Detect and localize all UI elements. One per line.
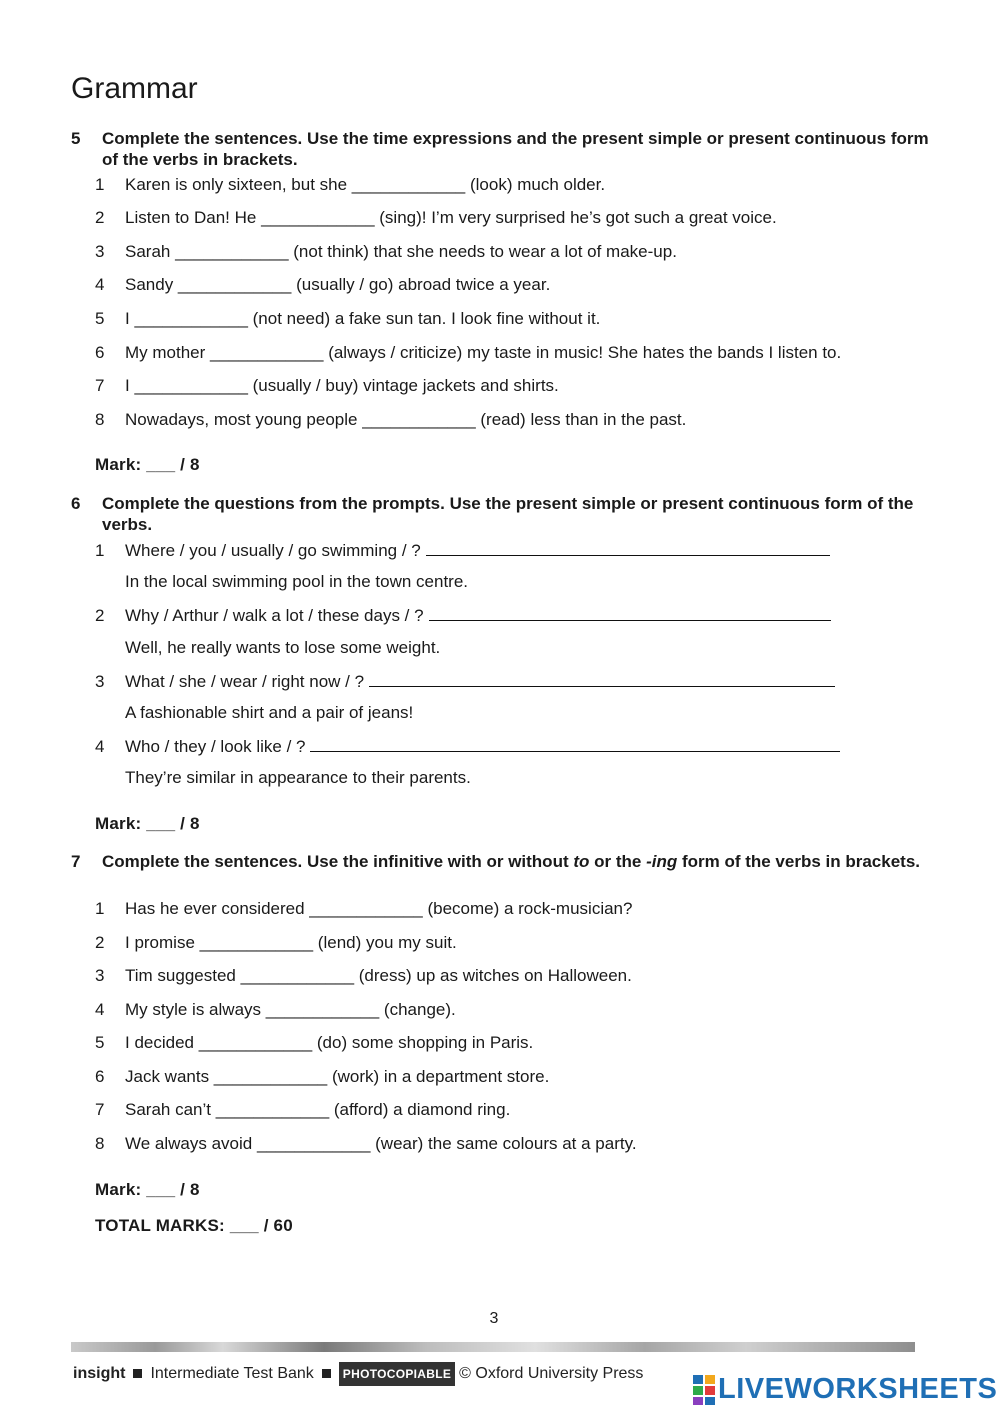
item-text: Tim suggested ____________ (dress) up as witches on Halloween.: [125, 966, 632, 985]
item-text: I ____________ (not need) a fake sun tan. I look fine without it.: [125, 309, 601, 328]
instruction-part: form of the verbs in brackets.: [677, 852, 921, 871]
item-number: 2: [95, 606, 105, 625]
liveworksheets-watermark[interactable]: [693, 1372, 997, 1406]
task6-reply-4: They’re similar in appearance to their parents.: [125, 768, 471, 787]
page-title: Grammar: [71, 72, 198, 105]
watermark-text: LIVEWORKSHEETS: [718, 1373, 998, 1405]
item-number: 4: [95, 1000, 105, 1019]
item-text: Sarah ____________ (not think) that she needs to wear a lot of make-up.: [125, 242, 677, 261]
task7-item-1: [95, 898, 632, 920]
task-instruction-6: Complete the questions from the prompts. Use the present simple or present continuous form of the verbs.: [102, 494, 914, 534]
page-number: 3: [489, 1310, 499, 1327]
item-prompt: Why / Arthur / walk a lot / these days / ?: [125, 606, 424, 625]
item-number: 3: [95, 242, 105, 261]
task7-mark: Mark: ___ / 8: [95, 1180, 200, 1199]
task6-reply-2: Well, he really wants to lose some weight.: [125, 638, 441, 657]
instruction-part-italic: -ing: [646, 852, 678, 871]
item-number: 6: [95, 1067, 105, 1086]
task7-item-2: [95, 932, 457, 954]
item-number: 6: [95, 343, 105, 362]
item-text: I promise ____________ (lend) you my suit.: [125, 933, 457, 952]
task6-item-3: [95, 670, 835, 693]
total-marks: TOTAL MARKS: ___ / 60: [95, 1216, 293, 1235]
item-number: 2: [95, 208, 105, 227]
task7-item-6: [95, 1066, 549, 1088]
item-number: 3: [95, 966, 105, 985]
footer-band: [71, 1342, 915, 1352]
item-number: 7: [95, 376, 105, 395]
square-bullet-icon: [322, 1369, 331, 1378]
brand-name: insight: [73, 1365, 126, 1383]
task5-item-5: [95, 308, 600, 330]
task5-item-6: [95, 342, 841, 364]
task-number-5: 5: [71, 129, 81, 148]
task7-item-8: [95, 1133, 637, 1155]
item-number: 1: [95, 899, 105, 918]
item-number: 1: [95, 175, 105, 194]
task5-item-7: [95, 375, 559, 397]
task7-item-4: [95, 999, 456, 1021]
item-prompt: Who / they / look like / ?: [125, 737, 306, 756]
item-number: 2: [95, 933, 105, 952]
task5-item-1: [95, 174, 605, 196]
answer-line[interactable]: [429, 604, 831, 621]
task5-item-3: [95, 241, 677, 263]
item-text: Listen to Dan! He ____________ (sing)! I’m very surprised he’s got such a great voice.: [125, 208, 777, 227]
footer: [73, 1362, 643, 1386]
item-text: Has he ever considered ____________ (become) a rock-musician?: [125, 899, 633, 918]
item-text: Sarah can’t ____________ (afford) a diamond ring.: [125, 1100, 511, 1119]
item-number: 7: [95, 1100, 105, 1119]
item-text: I ____________ (usually / buy) vintage jackets and shirts.: [125, 376, 559, 395]
task5-item-2: [95, 207, 777, 229]
liveworksheets-logo-icon: [693, 1375, 715, 1405]
task6-mark: Mark: ___ / 8: [95, 814, 200, 833]
task6-item-4: [95, 735, 840, 758]
item-text: My style is always ____________ (change).: [125, 1000, 456, 1019]
task-instruction-5: Complete the sentences. Use the time expressions and the present simple or present continuous form of the verbs in brackets.: [102, 129, 929, 169]
item-number: 8: [95, 410, 105, 429]
task-number-6: 6: [71, 494, 81, 513]
photocopiable-badge: PHOTOCOPIABLE: [339, 1362, 455, 1386]
item-prompt: What / she / wear / right now / ?: [125, 672, 365, 691]
task-instruction-7: [102, 851, 932, 872]
instruction-part: or the: [589, 852, 647, 871]
item-number: 5: [95, 1033, 105, 1052]
task-number-7: 7: [71, 852, 81, 871]
answer-line[interactable]: [369, 670, 835, 687]
square-bullet-icon: [133, 1369, 142, 1378]
item-text: We always avoid ____________ (wear) the same colours at a party.: [125, 1134, 637, 1153]
item-number: 8: [95, 1134, 105, 1153]
answer-line[interactable]: [310, 735, 840, 752]
task6-reply-1: In the local swimming pool in the town centre.: [125, 572, 469, 591]
item-prompt: Where / you / usually / go swimming / ?: [125, 541, 421, 560]
instruction-part-italic: to: [573, 852, 590, 871]
item-number: 4: [95, 275, 105, 294]
item-number: 4: [95, 737, 105, 756]
item-number: 3: [95, 672, 105, 691]
item-number: 5: [95, 309, 105, 328]
item-number: 1: [95, 541, 105, 560]
task5-item-8: [95, 409, 686, 431]
product-name: Intermediate Test Bank: [150, 1365, 314, 1383]
publisher: © Oxford University Press: [459, 1365, 644, 1383]
item-text: Nowadays, most young people ____________ (read) less than in the past.: [125, 410, 687, 429]
item-text: Jack wants ____________ (work) in a department store.: [125, 1067, 550, 1086]
item-text: My mother ____________ (always / criticize) my taste in music! She hates the bands I listen to.: [125, 343, 842, 362]
instruction-part: Complete the sentences. Use the infinitive with or without: [102, 852, 574, 871]
task6-item-1: [95, 539, 830, 562]
task7-item-7: [95, 1099, 510, 1121]
task5-item-4: [95, 274, 550, 296]
task7-item-5: [95, 1032, 533, 1054]
task6-item-2: [95, 604, 831, 627]
answer-line[interactable]: [426, 539, 830, 556]
task5-mark: Mark: ___ / 8: [95, 455, 200, 474]
task6-reply-3: A fashionable shirt and a pair of jeans!: [125, 703, 414, 722]
item-text: I decided ____________ (do) some shopping in Paris.: [125, 1033, 534, 1052]
item-text: Sandy ____________ (usually / go) abroad twice a year.: [125, 275, 551, 294]
task7-item-3: [95, 965, 632, 987]
item-text: Karen is only sixteen, but she ____________ (look) much older.: [125, 175, 606, 194]
